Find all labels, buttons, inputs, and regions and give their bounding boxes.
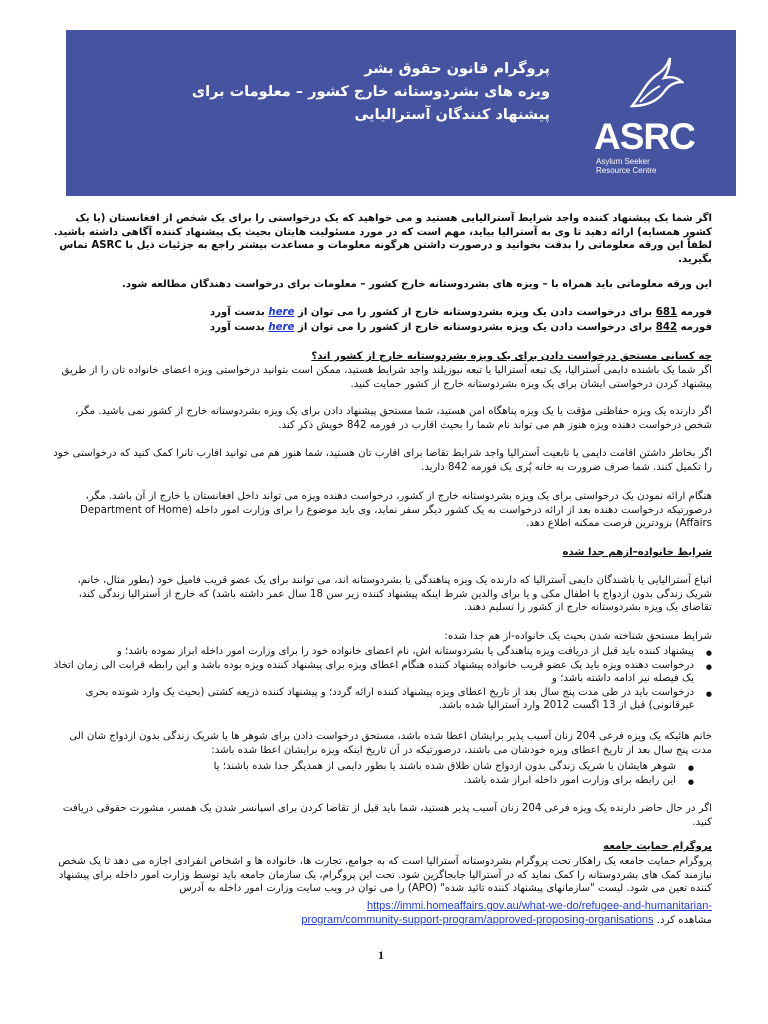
spouse-conditions-list (52, 760, 712, 787)
conditions-title: شرایط مستحق شناخته شدن بحیث یک خانواده-از هم جدا شده: (444, 631, 712, 642)
logo-subtitle (596, 157, 656, 175)
form-suffix: بدست آورد (209, 307, 265, 318)
title-line-3: پیشنهاد کنندگان آسترالیایی (354, 107, 550, 123)
list-item: ● این رابطه برای وزارت امور داخله ابراز شده باشد. (52, 774, 676, 788)
list-item: ● درخواست دهنده ویزه باید یک عضو قریب خانواده پیشنهاد کننده هنگام اعطای ویزه برای پیشنهاد کننده ویزه بوده باشد و این رابطه قرابت الی زمان اتخاذ یک فیصله نیز ادامه داشته باشد؛ و (52, 659, 694, 686)
list-item: ● درخواست باید در طی مدت پنج سال بعد از تاریخ اعطای ویزه پیشنهاد کننده ارائه گردد؛ و پیشنهاد کننده ذریعه کشتی (بحیث یک وارد شونده بحری غیرقانونی) قبل از 13 اگست 2012 وارد آسترالیا شده باشد. (52, 686, 694, 713)
form-prefix: فورمه (680, 322, 712, 333)
who-can-heading: چه کسانی مستحق درخواست دادن برای یک ویزه بشردوستانه خارج از کشور اند؟ (311, 351, 712, 362)
community-paragraph (52, 855, 712, 896)
apo-link-line-2[interactable]: program/community-support-program/approved-proposing-organisations (301, 913, 654, 926)
list-item: ● شوهر هایشان یا شریک زندگی بدون ازدواج شان طلاق شده باشند یا بطور دایمی از همدیگر جدا شده باشند؛ یا (52, 760, 676, 774)
form-681-link[interactable]: here (268, 307, 295, 318)
logo-subtitle-line-1: Asylum Seeker (596, 157, 650, 166)
page-title (192, 58, 550, 127)
form-text: برای درخواست دادن یک ویزه بشردوستانه خارج از کشور را می توان از (298, 322, 653, 333)
form-842-link[interactable]: here (268, 322, 295, 333)
form-prefix: فورمه (680, 307, 712, 318)
list-item: ● پیشنهاد کننده باید قبل از دریافت ویزه پناهندگی یا بشردوستانه اش، نام اعضای خانواده خود را برای وزارت امور داخله ابراز نموده باشد؛ و (52, 645, 694, 659)
read-along-note: این ورقه معلوماتی باید همراه با – ویزه های بشردوستانه خارج کشور – معلومات برای درخواست دهندگان مطالعه شود. (121, 279, 712, 290)
title-line-1: پروگرام قانون حقوق بشر (364, 61, 550, 77)
form-text: برای درخواست دادن یک ویزه بشردوستانه خارج از کشور را می توان از (298, 307, 653, 318)
conditions-list (52, 645, 712, 713)
page-number: 1 (378, 948, 384, 962)
form-suffix: بدست آورد (209, 322, 265, 333)
separated-paragraph: اتباع آسترالیایی یا باشندگان دایمی آسترالیا که دارنده یک ویزه پناهندگی یا بشردوستانه اند، می توانند برای یک عضو قریب فامیل خود (بطور مثال، خانم، شریک زندگی بدون ازدواج یا اطفال مکی و یا برای والدین شرط اینکه پیشنهاد کننده زیر سن 18 سال عمر داشته باشد) که خارج از آسترالیا زندگی کند، تقاضای یک ویزه بشردوستانه خارج از کشور را تسلیم دهند. (77, 575, 712, 614)
intro-paragraph: اگر شما یک پیشنهاد کننده واجد شرایط آسترالیایی هستید و می خواهید که یک درخواستی را برای یک شخص از افغانستان (یا یک کشور همسایه) ارائه دهید تا وی به آسترالیا بیاید، مهم است که در مورد مسئولیت هایتان بحیث یک پیشنهاد کننده آگاهی داشته باشید. لطفاً این ورقه معلوماتی را بدقت بخوانید و درصورت داشتن هرگونه معلومات و مساعدت بیشتر راجع به جزئیات ذیل با ASRC تماس بگیرید. (53, 213, 712, 265)
logo-wordmark: ASRC (594, 116, 695, 157)
community-text-end: مشاهده کرد. (656, 914, 712, 926)
vulnerable-women-note: اگر در حال حاضر دارنده یک ویزه فرعی 204 زنان آسیب پذیر هستید، شما باید قبل از تقاضا کردن برای اسپانسر شدن یک همسر، مشورت حقوقی دریافت کنید. (62, 803, 712, 828)
title-line-2: ویزه های بشردوستانه خارج کشور – معلومات برای (191, 84, 550, 100)
apo-link-line-1[interactable]: https://immi.homeaffairs.gov.au/what-we-do/refugee-and-humanitarian- (366, 900, 712, 912)
who-can-paragraph-3: اگر بخاطر داشتن اقامت دایمی یا تابعیت آسترالیا واجد شرایط تقاضا برای اقارب تان هستید، شما هنوز هم می توانید اقارب تانرا کمک کنید که درخواستی خود را تکمیل کنند. شما صرف ضرورت به خانه پُری یک فورمه 842 دارید. (53, 448, 712, 473)
community-heading: پروگرام حمایت جامعه (603, 841, 712, 852)
form-681-line (52, 306, 712, 320)
apo-url-block (52, 900, 712, 927)
separated-heading: شرایط خانواده–ازهم جدا شده (562, 547, 712, 558)
community-text: پروگرام حمایت جامعه یک راهکار تحت پروگرام بشردوستانه آسترالیا است که به جوامع، تجارت ها، خانواده ها و اشخاص انفرادی اجازه می دهد تا یک شخص نیازمند کمک های بشردوستانه را کمک نماید که در آسترالیا جابجاگزین شود. تحت این پروگرام، یک سازمان جامعه باید توسط وزارت امور داخله برای پیشنهاد کننده تعین می شود. لیست "سازمانهای پیشنهاد کننده تائید شده" (APO) را می توان در ویب سایت وزارت امور داخله به آدرس (58, 856, 712, 895)
who-can-paragraph-2: اگر دارنده یک ویزه حفاظتی مؤقت یا یک ویزه پناهگاه امن هستید، شما مستحق پیشنهاد دادن برای یک ویزه بشردوستانه خارج از کشور نمی باشید. مگر، شخص درخواست دهنده ویزه هنوز هم می تواند نام شما را بحیث اقارب در فورمه 842 خویش ذکر کند. (75, 406, 712, 431)
form-842-line (52, 321, 712, 335)
who-can-paragraph-4: هنگام ارائه نمودن یک درخواستی برای یک ویزه بشردوستانه خارج از کشور، درخواست دهنده ویزه می تواند داخل افغانستان یا خارج از آن باشد. مگر، درصورتیکه درخواست دهنده بعد از ارائه درخواست به یک کشور دیگر سفر نماید، وی باید موضوع را برای وزارت امور داخله (Department of Home Affairs) بزودترین فرصت ممکنه اطلاع دهد. (80, 491, 712, 530)
spouse-note: خانم هائیکه یک ویزه فرعی 204 زنان آسیب پذیر برایشان اعطا شده باشد، مستحق درخواست دادن برای شوهر ها یا شریک زندگی بدون ازدواج شان الی مدت پنج سال بعد از تاریخ اعطای ویزه خودشان می باشند، درصورتیکه در آن تاریخ اینکه ویزه برایشان اعطا شده باشد: (69, 731, 712, 756)
form-number: 842 (655, 322, 678, 333)
form-number: 681 (655, 307, 678, 318)
who-can-paragraph-1: اگر شما یک باشنده دایمی آسترالیا، یک تبعه آسترالیا یا تبعه نیوزیلند واجد شرایط هستید، ممکن است بتوانید درخواستی ویزه اعضای خانواده تان را از طریق پیشنهاد کردن درخواستی ایشان برای یک ویزه بشردوستانه خارج از کشور حمایت کنید. (61, 365, 712, 390)
logo-subtitle-line-2: Resource Centre (596, 166, 657, 175)
dove-icon (624, 56, 684, 114)
asrc-logo (594, 56, 714, 176)
